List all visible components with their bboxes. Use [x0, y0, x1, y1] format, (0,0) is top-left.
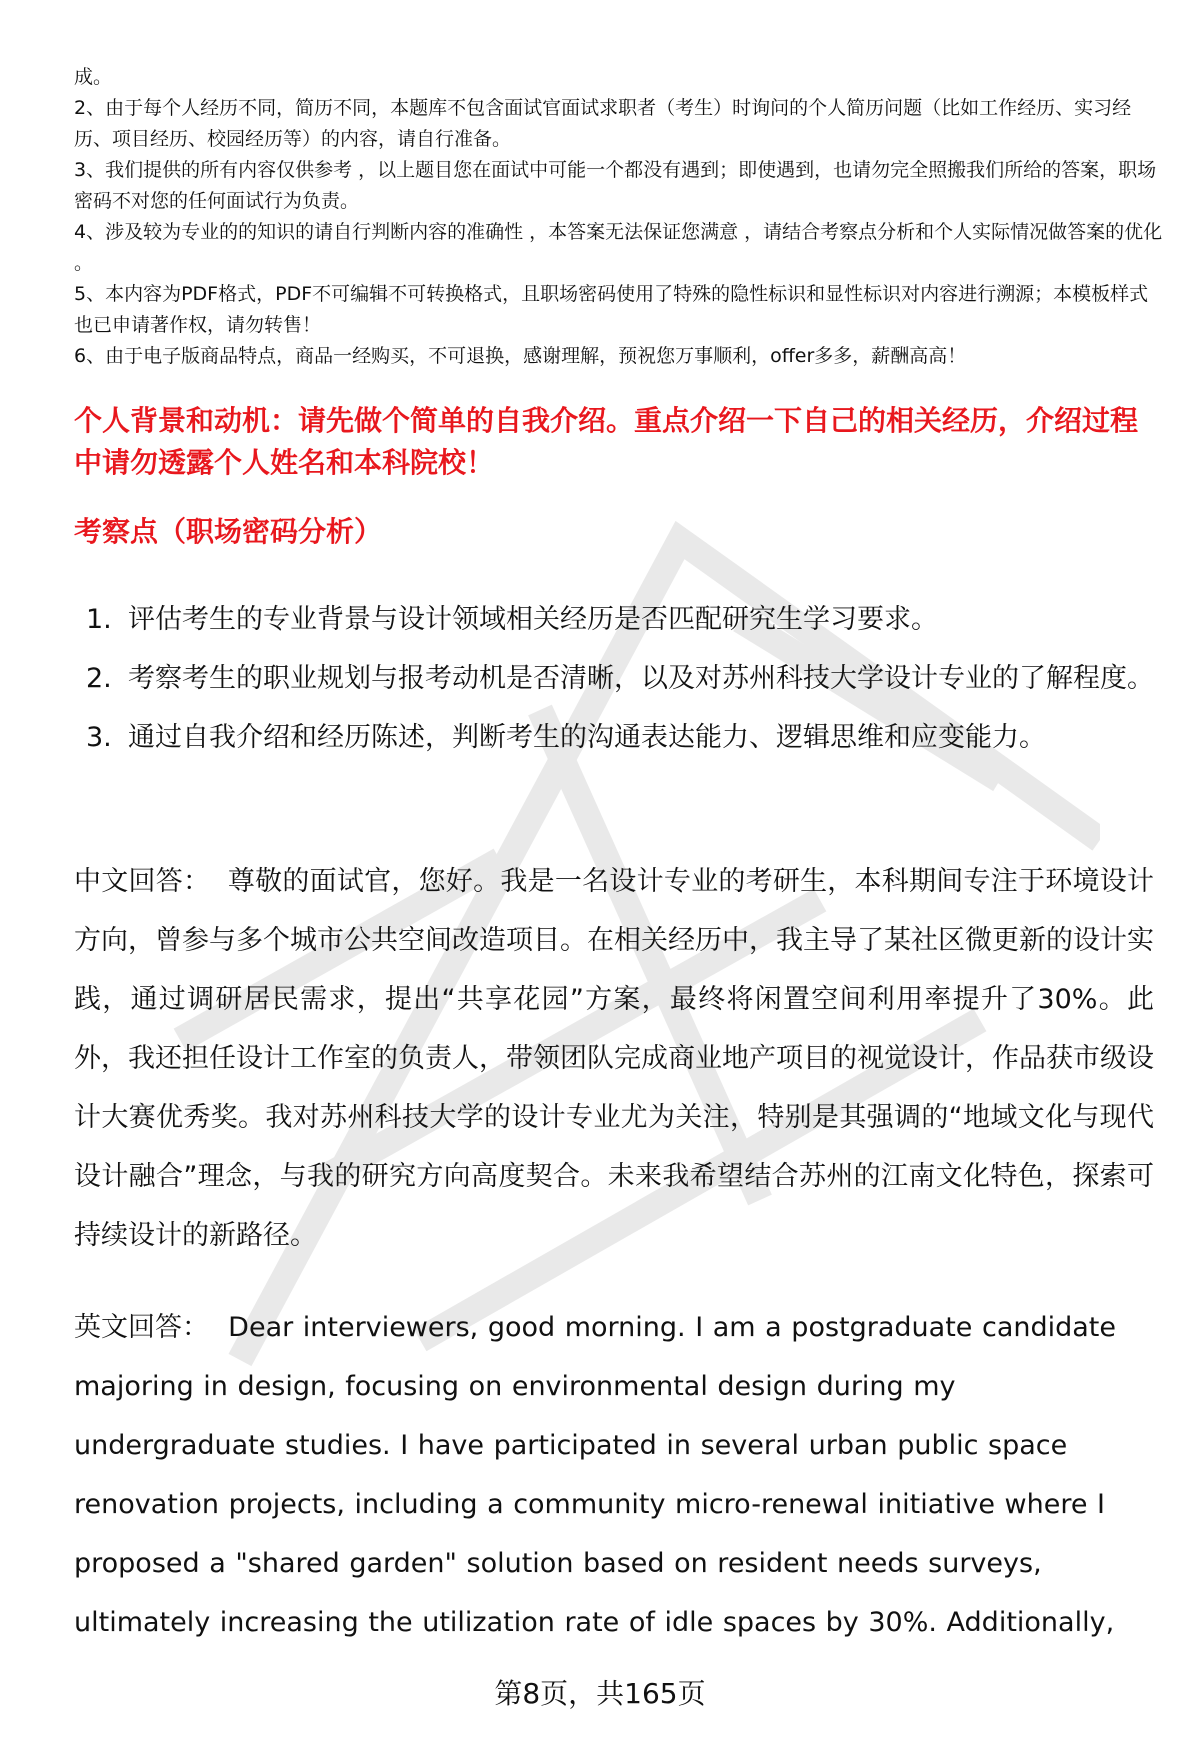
english-answer-text: Dear interviewers, good morning. I am a postgraduate candidate majoring in design, focusing on environmental design during my undergraduate studies. I have participated in several urban public space renovation projects, including a community micro-renewal initiative where I proposed a "shared garden" solution based on resident needs surveys, ultimately increasing the utilization rate of idle spaces by 30%. Additionally,	[74, 1312, 1117, 1638]
chinese-answer-text: 尊敬的面试官，您好。我是一名设计专业的考研生，本科期间专注于环境设计方向，曾参与多个城市公共空间改造项目。在相关经历中，我主导了某社区微更新的设计实践，通过调研居民需求，提出“共享花园”方案，最终将闲置空间利用率提升了30%。此外，我还担任设计工作室的负责人，带领团队完成商业地产项目的视觉设计，作品获市级设计大赛优秀奖。我对苏州科技大学的设计专业尤为关注，特别是其强调的“地域文化与现代设计融合”理念，与我的研究方向高度契合。未来我希望结合苏州的江南文化特色，探索可持续设计的新路径。	[74, 866, 1155, 1251]
point-text: 评估考生的专业背景与设计领域相关经历是否匹配研究生学习要求。	[128, 604, 938, 635]
notice-line-1: 2、由于每个人经历不同，简历不同，本题库不包含面试官面试求职者（考生）时询问的个人简历问题（比如工作经历、实习经历、项目经历、校园经历等）的内容，请自行准备。	[74, 97, 1132, 150]
point-text: 考察考生的职业规划与报考动机是否清晰，以及对苏州科技大学设计专业的了解程度。	[128, 663, 1154, 694]
analysis-point	[86, 708, 1156, 767]
notice-line-5: 6、由于电子版商品特点，商品一经购买，不可退换，感谢理解，预祝您万事顺利，offer多多，薪酬高高！	[74, 345, 967, 367]
page-number-footer: 第8页，共165页	[494, 1677, 706, 1710]
notice-line-4: 5、本内容为PDF格式，PDF不可编辑不可转换格式，且职场密码使用了特殊的隐性标识和显性标识对内容进行溯源；本模板样式也已申请著作权，请勿转售！	[74, 283, 1149, 336]
notice-line-2: 3、我们提供的所有内容仅供参考 ，以上题目您在面试中可能一个都没有遇到；即使遇到，也请勿完全照搬我们所给的答案，职场密码不对您的任何面试行为负责。	[74, 159, 1157, 212]
chinese-answer-label: 中文回答：	[74, 866, 211, 897]
analysis-point	[86, 590, 1156, 649]
point-number: 1.	[86, 604, 112, 635]
point-number: 2.	[86, 663, 112, 694]
point-number: 3.	[86, 722, 112, 753]
english-answer	[74, 1298, 1154, 1652]
question-heading: 个人背景和动机：请先做个简单的自我介绍。重点介绍一下自己的相关经历，介绍过程中请勿透露个人姓名和本科院校！	[74, 404, 1139, 479]
point-text: 通过自我介绍和经历陈述，判断考生的沟通表达能力、逻辑思维和应变能力。	[128, 722, 1046, 753]
notice-line-3: 4、涉及较为专业的的知识的请自行判断内容的准确性 ，本答案无法保证您满意 ，请结合考察点分析和个人实际情况做答案的优化 。	[74, 221, 1163, 274]
english-answer-label: 英文回答：	[74, 1312, 209, 1343]
analysis-point	[86, 649, 1156, 708]
notice-line-0: 成。	[74, 66, 113, 88]
analysis-points	[86, 590, 1156, 767]
notice-list	[74, 62, 1164, 372]
analysis-heading: 考察点（职场密码分析）	[74, 515, 383, 548]
chinese-answer	[74, 852, 1154, 1265]
